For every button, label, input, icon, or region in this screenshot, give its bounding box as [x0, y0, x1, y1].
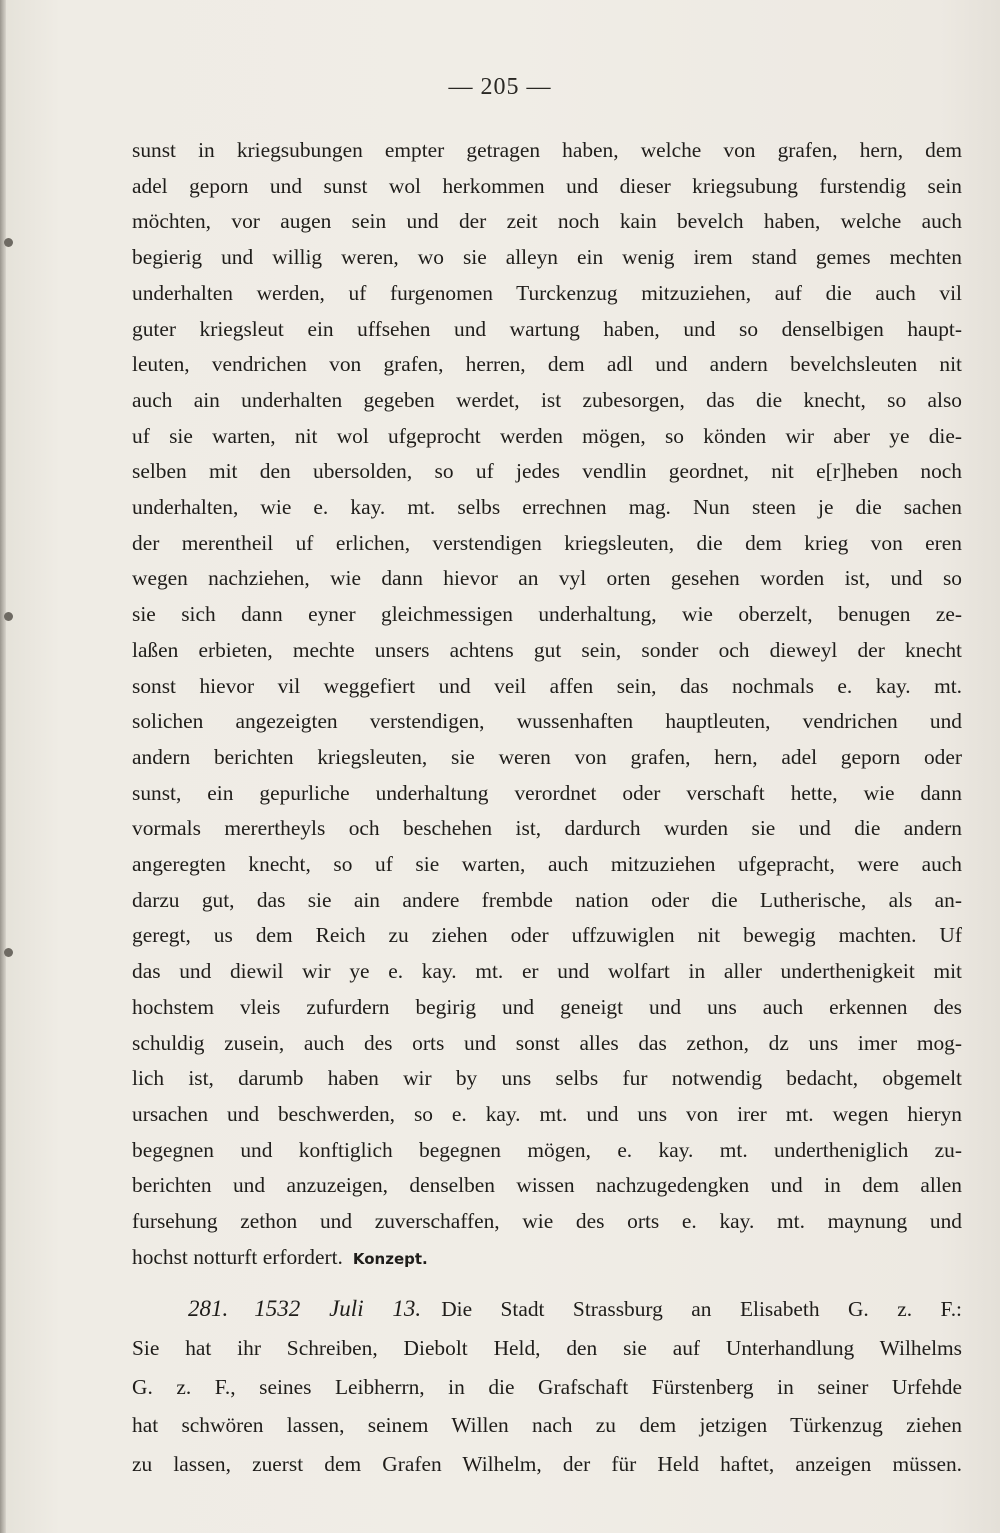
entry-number: 281.	[188, 1296, 229, 1321]
text-line: möchten, vor augen sein und der zeit noch kain bevelch haben, welche auch	[132, 209, 962, 234]
text-line: vormals merertheyls och beschehen ist, dardurch wurden sie und die andern	[132, 816, 962, 841]
text-line: adel geporn und sunst wol herkommen und dieser kriegsubung furstendig sein	[132, 173, 962, 198]
body-text	[132, 133, 962, 1278]
document-entry-281	[132, 1290, 962, 1484]
entry-date: 1532 Juli 13.	[254, 1296, 422, 1321]
text-line: underhalten, wie e. kay. mt. selbs errechnen mag. Nun steen je die sachen	[132, 495, 962, 520]
text-line: sonst hievor vil weggefiert und veil affen sein, das nochmals e. kay. mt.	[132, 673, 962, 698]
text-line: sie sich dann eyner gleichmessigen underhaltung, wie oberzelt, benugen ze-	[132, 602, 962, 627]
entry-text-line: Die Stadt Strassburg an Elisabeth G. z. F.:	[441, 1297, 962, 1321]
text-line: solichen angezeigten verstendigen, wussenhaften hauptleuten, vendrichen und	[132, 709, 962, 734]
text-line: leuten, vendrichen von grafen, herren, dem adl und andern bevelchsleuten nit	[132, 352, 962, 377]
konzept-label: Konzept.	[352, 1249, 428, 1268]
text-line: begierig und willig weren, wo sie alleyn ein wenig irem stand gemes mechten	[132, 245, 962, 270]
text-line: uf sie warten, nit wol ufgeprocht werden mögen, so könden wir aber ye die-	[132, 423, 962, 448]
page-edge-shadow	[0, 0, 6, 1533]
text-line: begegnen und konftiglich begegnen mögen, e. kay. mt. undertheniglich zu-	[132, 1137, 962, 1162]
text-line: lich ist, darumb haben wir by uns selbs fur notwendig bedacht, obgemelt	[132, 1066, 962, 1091]
margin-mark	[4, 612, 13, 621]
text-line: sunst, ein gepurliche underhaltung verordnet oder verschaft hette, wie dann	[132, 780, 962, 805]
text-line: selben mit den ubersolden, so uf jedes vendlin geordnet, nit e[r]heben noch	[132, 459, 962, 484]
text-line: laßen erbieten, mechte unsers achtens gut sein, sonder och dieweyl der knecht	[132, 637, 962, 662]
text-line: ursachen und beschwerden, so e. kay. mt. und uns von irer mt. wegen hieryn	[132, 1101, 962, 1126]
margin-mark	[4, 948, 13, 957]
page-number: — 205 —	[448, 74, 552, 100]
entry-text-line: Sie hat ihr Schreiben, Diebolt Held, den sie auf Unterhandlung Wilhelms	[132, 1335, 962, 1360]
text-line: das und diewil wir ye e. kay. mt. er und wolfart in aller underthenigkeit mit	[132, 959, 962, 984]
entry-text-line: hat schwören lassen, seinem Willen nach zu dem jetzigen Türkenzug ziehen	[132, 1413, 962, 1438]
text-line: fursehung zethon und zuverschaffen, wie des orts e. kay. mt. maynung und	[132, 1209, 962, 1234]
text-line: sunst in kriegsubungen empter getragen haben, welche von grafen, hern, dem	[132, 138, 962, 162]
entry-text-line: zu lassen, zuerst dem Grafen Wilhelm, der für Held haftet, anzeigen müssen.	[132, 1452, 962, 1477]
text-line: geregt, us dem Reich zu ziehen oder uffzuwiglen nit bewegig machten. Uf	[132, 923, 962, 948]
text-line: schuldig zusein, auch des orts und sonst alles das zethon, dz uns imer mog-	[132, 1030, 962, 1055]
text-line: darzu gut, das sie ain andere frembde nation oder die Lutherische, als an-	[132, 887, 962, 912]
margin-mark	[4, 238, 13, 247]
text-line: hochstem vleis zufurdern begirig und geneigt und uns auch erkennen des	[132, 994, 962, 1019]
text-line: berichten und anzuzeigen, denselben wissen nachzugedengken und in dem allen	[132, 1173, 962, 1198]
text-line-final	[132, 1240, 962, 1278]
text-line: auch ain underhalten gegeben werdet, ist zubesorgen, das die knecht, so also	[132, 387, 962, 412]
text-line: der merentheil uf erlichen, verstendigen kriegsleuten, die dem krieg von eren	[132, 530, 962, 555]
text-line: angeregten knecht, so uf sie warten, auch mitzuziehen ufgepracht, were auch	[132, 852, 962, 877]
entry-heading-line	[132, 1290, 962, 1329]
text-line: wegen nachziehen, wie dann hievor an vyl orten gesehen worden ist, und so	[132, 566, 962, 591]
text-line: underhalten werden, uf furgenomen Turckenzug mitzuziehen, auf die auch vil	[132, 280, 962, 305]
text-line: hochst notturft erfordert.	[132, 1244, 343, 1269]
entry-text-line: G. z. F., seines Leibherrn, in die Grafschaft Fürstenberg in seiner Urfehde	[132, 1374, 962, 1399]
text-line: guter kriegsleut ein uffsehen und wartung haben, und so denselbigen haupt-	[132, 316, 962, 341]
text-line: andern berichten kriegsleuten, sie weren von grafen, hern, adel geporn oder	[132, 744, 962, 769]
